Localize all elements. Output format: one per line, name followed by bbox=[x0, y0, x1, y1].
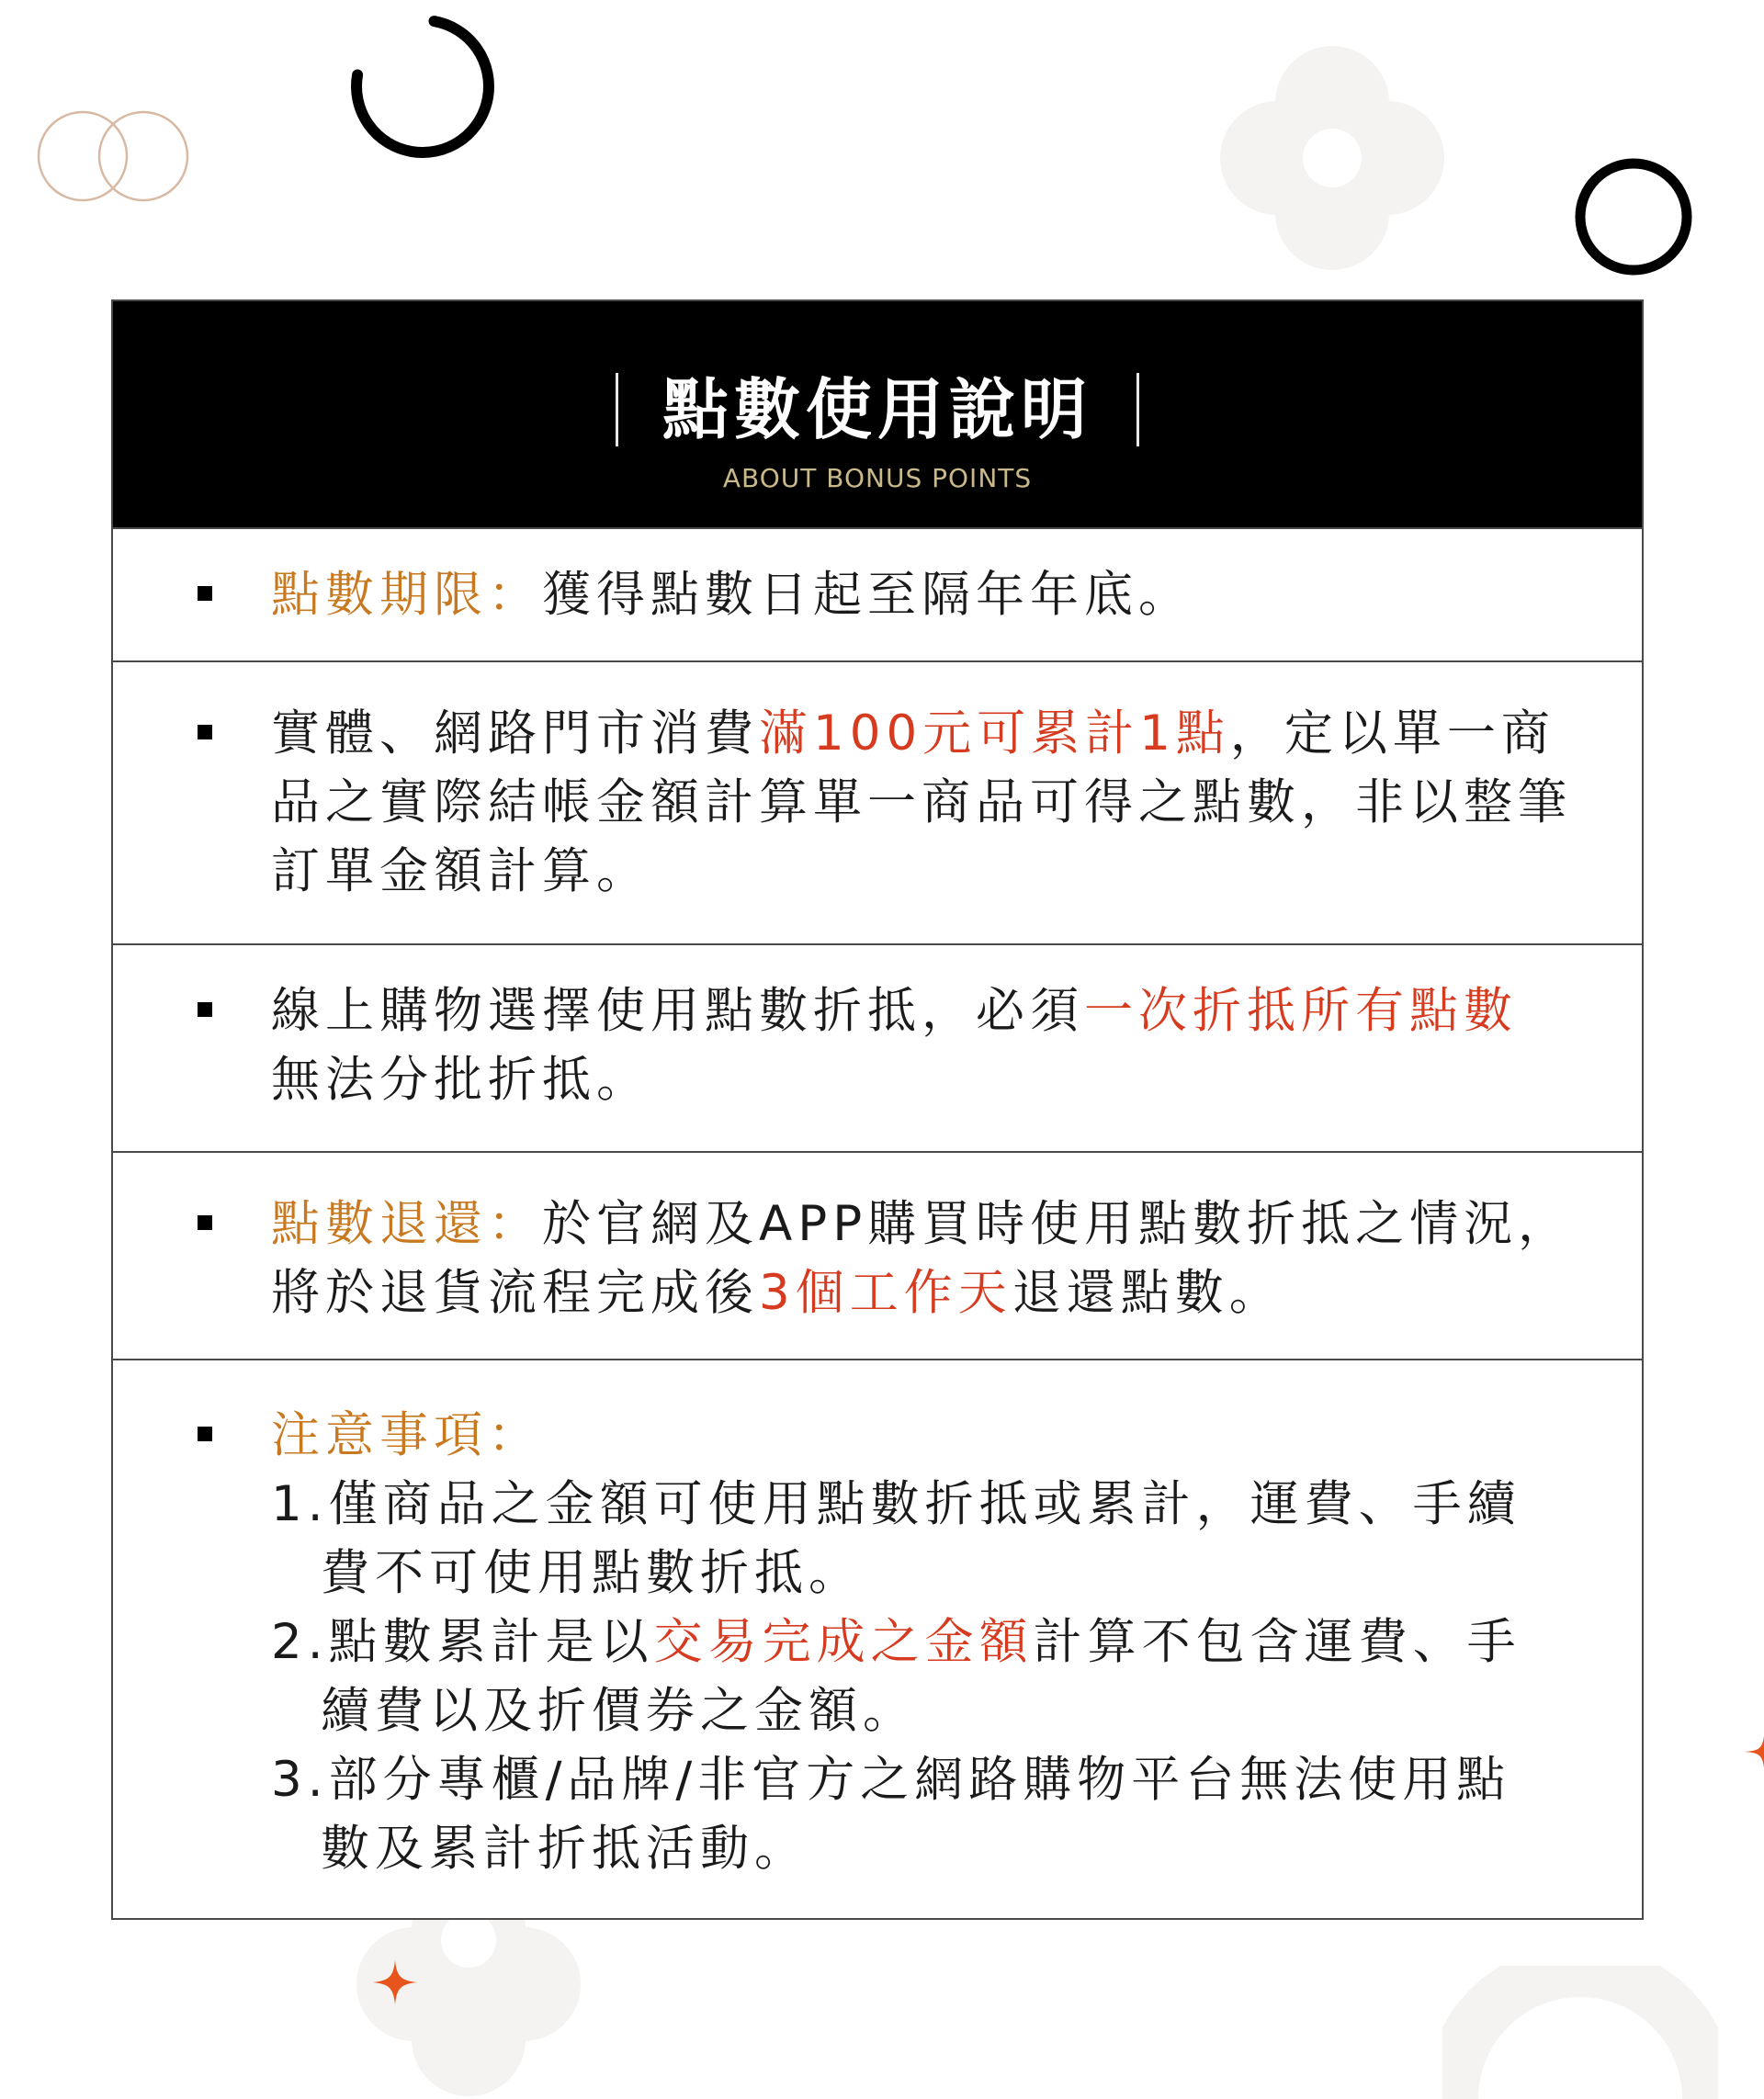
note-item-2-text: 2.點數累計是以 bbox=[271, 1614, 654, 1670]
title-divider-left bbox=[616, 373, 618, 446]
section-online-redeem bbox=[113, 943, 1642, 1151]
page-title: 點數使用說明 bbox=[662, 370, 1092, 448]
section-highlight: 3個工作天 bbox=[759, 1265, 1012, 1321]
section-text bbox=[271, 976, 1594, 1114]
section-label: 點數退還： bbox=[271, 1196, 542, 1252]
section-points-expiry bbox=[113, 527, 1642, 660]
section-label: 注意事項： bbox=[271, 1407, 542, 1463]
note-item-1: 1.僅商品之金額可使用點數折抵或累計，運費、手續 bbox=[271, 1476, 1521, 1532]
section-body: 無法分批折抵。 bbox=[271, 1052, 650, 1108]
ring-icon bbox=[1571, 154, 1696, 279]
sparkle-icon bbox=[373, 1960, 417, 2004]
note-item-2-text: 計算不包含運費、手 bbox=[1033, 1614, 1521, 1670]
section-points-accrual bbox=[113, 660, 1642, 943]
section-body: ，定以單一商品之實際結帳金額計算單一商品可得之點數，非以整筆訂單金額計算。 bbox=[271, 705, 1572, 899]
section-highlight: 一次折抵所有點數 bbox=[1084, 983, 1518, 1039]
note-item-2-highlight: 交易完成之金額 bbox=[653, 1614, 1034, 1670]
section-body: 實體、網路門市消費 bbox=[271, 705, 759, 762]
note-item-3-cont: 數及累計折抵活動。 bbox=[321, 1821, 808, 1877]
section-body: 退還點數。 bbox=[1012, 1265, 1283, 1321]
section-text bbox=[271, 560, 1594, 629]
note-item-2 bbox=[271, 1608, 1594, 1676]
bullet-icon bbox=[198, 1002, 212, 1017]
section-highlight: 滿100元可累計1點 bbox=[759, 705, 1230, 762]
card-header bbox=[113, 301, 1642, 527]
arc-icon bbox=[1442, 1966, 1718, 2099]
note-item-2-cont: 續費以及折價券之金額。 bbox=[321, 1683, 917, 1739]
note-item-3: 3.部分專櫃/品牌/非官方之網路購物平台無法使用點 bbox=[271, 1752, 1511, 1808]
section-body: 線上購物選擇使用點數折抵，必須 bbox=[271, 983, 1084, 1039]
bullet-icon bbox=[198, 1215, 212, 1230]
title-divider-right bbox=[1136, 373, 1139, 446]
flower-icon bbox=[1213, 39, 1452, 277]
bullet-icon bbox=[198, 586, 212, 601]
section-points-refund bbox=[113, 1151, 1642, 1359]
points-info-card bbox=[111, 299, 1644, 1920]
sparkle-icon bbox=[1744, 1736, 1764, 1767]
page-subtitle: ABOUT BONUS POINTS bbox=[722, 463, 1033, 493]
section-notes bbox=[113, 1359, 1642, 1922]
double-ring-icon bbox=[35, 108, 191, 204]
section-text bbox=[271, 1190, 1594, 1327]
section-text bbox=[271, 699, 1594, 906]
title-row bbox=[113, 370, 1642, 448]
arc-icon bbox=[349, 13, 496, 160]
section-label: 點數期限： bbox=[271, 567, 542, 623]
note-item-1-cont: 費不可使用點數折抵。 bbox=[321, 1545, 863, 1601]
section-text bbox=[271, 1401, 1594, 1883]
section-body: 於官網及APP購買時使用點數折抵之情況，將於退貨流程完成後 bbox=[271, 1196, 1573, 1321]
bullet-icon bbox=[198, 1427, 212, 1441]
section-body: 獲得點數日起至隔年年底。 bbox=[542, 567, 1193, 623]
bullet-icon bbox=[198, 725, 212, 739]
